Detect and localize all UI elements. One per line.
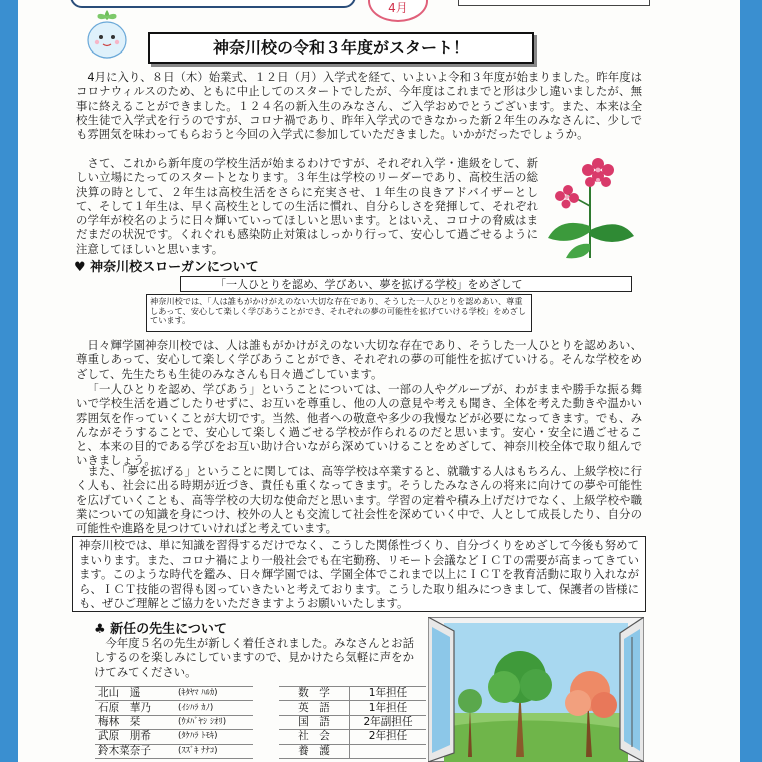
flower-illustration [540,146,640,262]
intro-paragraph: 4月に入り、８日（木）始業式、１２日（月）入学式を経て、いよいよ令和３年度が始まりました。昨年度はコロナウィルスのため、ともに中止してのスタートでしたが、今年度はこれまでと形は少し違いましたが、無事に終えることができました。１２４名の新入生のみなさん、ご入学おめでとうございます。また、本来は全校生徒で入学式を行うのですが、コロナ禍であり、昨年入学式のできなかった新２年生のみなさんに、少しでも雰囲気を味わってもらおうと今回の入学式に参加していただきました。いかがだったでしょうか。 [76,70,642,142]
slogan-paragraph-1: 日々輝学園神奈川校では、人は誰もがかけがえのない大切な存在であり、そうした一人ひとりを認めあい、尊重しあって、安心して楽しく学びあうことができ、それぞれの夢の可能性を拡げていける。そんな学校をめざして、先生たちも生徒のみなさんも日々過ごしています。 [76,338,642,381]
table-row: 武原 朋希 (ﾀｹﾊﾗ ﾄﾓｷ) 社 会 2年担任 [95,730,426,744]
window-illustration [428,617,644,762]
slogan-paragraph-3: また、「夢を拡げる」ということに関しては、高等学校は卒業すると、就職する人はもちろん、上級学校に行く人も、社会に出る時期が近づき、責任も重くなってきます。そうしたみなさんの将来に向けての夢や可能性を広げていくことも、高等学校の大切な使命だと思います。学習の定着や積み上げだけでなく、上級学校や職業についての知識を身につけ、校外の人とも交流して社会性を深めていく中で、人として成長したり、自分の可能性や進路を見つけていければと考えています。 [76,464,642,536]
newsletter-page [18,0,740,762]
slogan-description: 神奈川校では、「人は誰もがかけがえのない大切な存在であり、そうした一人ひとりを認めあい、尊重しあって、安心して楽しく学びあうことができ、それぞれの夢の可能性を拡げていける学校」をめざしています。 [146,294,532,332]
slogan-paragraph-2: 「一人ひとりを認め、学びあう」ということについては、一部の人やグループが、わがままや勝手な振る舞いで学校生活を過ごしたりせずに、お互いを尊重し、他の人の意見や考えも聞き、全体を考えた動きや温かい雰囲気を作っていくことが大切です。当然、他者への敬意や多少の我慢などが必要になってきます。でも、みんながそうすることで、安心して楽しく過ごせる学校が作られるのだと思います。安心・安全に過ごせること、本来の目的である学びをお互い助け合いながら深めていけることをめざして、神奈川校全体で取り組んでいきましょう。 [76,382,642,468]
table-row: 北山 遥 (ｷﾀﾔﾏ ﾊﾙｶ) 数 学 1年担任 [95,687,426,701]
month-badge: 4月 [368,0,428,22]
new-teachers-intro: 今年度５名の先生が新しく着任されました。みなさんとお話しするのを楽しみにしていますので、見かけたら気軽に声をかけてみてください。 [94,636,414,679]
boxed-paragraph: 神奈川校では、単に知識を習得するだけでなく、こうした関係性づくり、自分づくりをめざして今後も努めてまいります。また、コロナ禍により一般社会でも在宅勤務、リモート会議などＩＣＴの需要が高まってきています。このような時代を鑑み、日々輝学園では、学園全体でこれまで以上にＩＣＴを教育活動に取り入れながら、ＩＣＴ技能の習得も図っていきたいと考えております。こうした取り組みにつきまして、保護者の皆様にも、ぜひご理解とご協力をいただきますようお願いいたします。 [72,536,646,612]
table-row: 石原 華乃 (ｲｼﾊﾗ ｶﾉ) 英 語 1年担任 [95,701,426,715]
article-title: 神奈川校の令和３年度がスタート！ [148,32,534,64]
table-row: 梅林 栞 (ｳﾒﾊﾞﾔｼ ｼｵﾘ) 国 語 2年副担任 [95,715,426,729]
table-row: 鈴木菜奈子 (ｽｽﾞｷ ﾅﾅｺ) 養 護 [95,744,426,758]
slogan-heading: ♥ 神奈川校スローガンについて [74,260,259,275]
new-year-paragraph: さて、これから新年度の学校生活が始まるわけですが、それぞれ入学・進級をして、新しい立場にたってのスタートとなります。３年生は学校のリーダーであり、高校生活の総決算の時として、２年生は高校生活をさらに充実させ、１年生の良きアドバイザーとして、そして１年生は、早く高校生としての生活に慣れ、自分らしさを発揮して、それぞれの学年が校名のように日々輝いていってほしいと思います。とはいえ、コロナの脅威はまだまだの状況です。くれぐれも感染防止対策はしっかり行って、安心して過ごせるように注意してほしいと思います。 [76,156,538,256]
slogan-box: 「一人ひとりを認め、学びあい、夢を拡げる学校」をめざして [180,276,632,292]
teacher-table [95,686,426,759]
new-teachers-heading: ♣ 新任の先生について [94,622,227,637]
header-date-box [458,0,650,6]
mascot-icon [82,6,132,64]
